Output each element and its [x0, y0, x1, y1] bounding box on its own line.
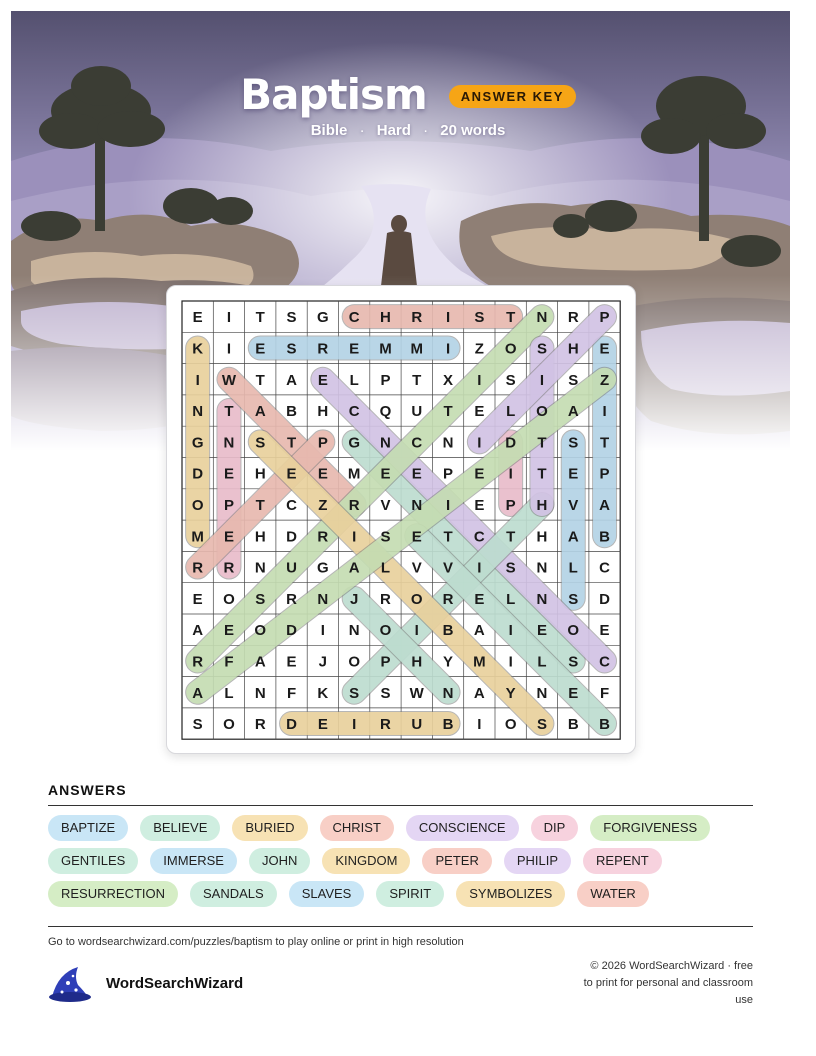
grid-letter: R — [348, 496, 360, 514]
grid-letter: E — [286, 653, 297, 671]
grid-letter: H — [254, 465, 266, 483]
grid-letter: E — [599, 340, 610, 358]
grid-letter: M — [379, 340, 392, 358]
grid-letter: A — [254, 653, 266, 671]
answers-divider — [48, 805, 753, 806]
grid-letter: R — [192, 653, 204, 671]
puzzle-grid-card — [166, 285, 636, 754]
grid-letter: H — [567, 340, 579, 358]
grid-letter: C — [473, 528, 485, 546]
answer-word: JOHN — [249, 848, 310, 874]
brand-name: WordSearchWizard — [106, 974, 244, 992]
grid-letter: P — [380, 653, 391, 671]
grid-letter: N — [254, 559, 266, 577]
grid-letter: H — [380, 309, 391, 327]
grid-letter: O — [410, 590, 423, 608]
grid-letter: D — [286, 716, 297, 734]
grid-letter: P — [599, 309, 610, 327]
answer-word: KINGDOM — [322, 848, 410, 874]
grid-letter: R — [380, 590, 391, 608]
answer-word: REPENT — [583, 848, 662, 874]
grid-letter: T — [443, 528, 453, 546]
grid-letter: N — [223, 434, 235, 452]
grid-letter: D — [286, 528, 297, 546]
meta-separator: · — [359, 122, 365, 139]
grid-letter: R — [567, 309, 579, 327]
grid-letter: M — [473, 653, 486, 671]
grid-letter: I — [477, 716, 482, 734]
answer-word: SLAVES — [289, 881, 365, 907]
grid-letter: E — [380, 465, 391, 483]
grid-letter: I — [477, 434, 482, 452]
grid-letter: I — [508, 622, 513, 640]
grid-letter: S — [192, 716, 203, 734]
grid-letter: E — [317, 716, 328, 734]
grid-letter: G — [317, 559, 329, 577]
grid-letter: T — [599, 434, 610, 452]
grid-letter: W — [409, 684, 424, 702]
grid-letter: I — [445, 309, 451, 327]
grid-letter: I — [539, 371, 545, 389]
grid-letter: E — [474, 496, 485, 514]
grid-letter: O — [223, 590, 235, 608]
grid-letter: N — [536, 309, 548, 327]
grid-letter: S — [349, 684, 360, 702]
answer-word: PETER — [422, 848, 491, 874]
answer-word: FORGIVENESS — [590, 815, 710, 841]
grid-letter: D — [286, 622, 297, 640]
grid-letter: P — [223, 496, 234, 514]
grid-letter: I — [445, 496, 451, 514]
grid-letter: S — [474, 309, 485, 327]
grid-letter: Z — [599, 371, 610, 389]
grid-letter: K — [192, 340, 204, 358]
grid-letter: A — [473, 684, 485, 702]
grid-letter: T — [412, 371, 422, 389]
grid-letter: O — [254, 622, 267, 640]
answers-list — [48, 815, 768, 914]
grid-letter: L — [224, 684, 234, 702]
grid-letter: U — [411, 716, 423, 734]
page-title: Baptism — [240, 70, 427, 119]
grid-letter: W — [221, 371, 237, 389]
grid-letter: N — [411, 496, 423, 514]
grid-letter: M — [347, 465, 361, 483]
grid-letter: R — [286, 590, 297, 608]
grid-letter: E — [411, 465, 422, 483]
answer-key-badge: ANSWER KEY — [449, 85, 576, 108]
grid-letter: B — [567, 716, 579, 734]
grid-letter: L — [506, 590, 516, 608]
answer-word: BELIEVE — [140, 815, 220, 841]
grid-letter: E — [223, 622, 234, 640]
answer-word: DIP — [531, 815, 579, 841]
grid-letter: M — [191, 528, 204, 546]
grid-letter: L — [506, 403, 516, 421]
grid-letter: Z — [474, 340, 484, 358]
answer-word: PHILIP — [504, 848, 571, 874]
answer-word: BURIED — [232, 815, 307, 841]
grid-letter: S — [286, 309, 297, 327]
grid-letter: S — [286, 340, 297, 358]
grid-letter: O — [536, 403, 548, 421]
grid-letter: T — [255, 496, 265, 514]
grid-letter: E — [568, 684, 579, 702]
grid-letter: N — [536, 684, 548, 702]
grid-letter: I — [445, 340, 451, 358]
grid-letter: S — [568, 371, 579, 389]
grid-letter: R — [442, 590, 454, 608]
grid-letter: F — [224, 653, 234, 671]
grid-letter: C — [411, 434, 423, 452]
grid-letter: I — [320, 622, 325, 640]
grid-letter: R — [223, 559, 235, 577]
grid-letter: L — [349, 371, 359, 389]
grid-letter: S — [380, 684, 391, 702]
grid-letter: N — [317, 590, 329, 608]
grid-letter: O — [504, 340, 517, 358]
grid-letter: R — [254, 716, 266, 734]
answer-word: IMMERSE — [150, 848, 237, 874]
grid-letter: T — [537, 465, 547, 483]
grid-letter: B — [599, 716, 610, 734]
grid-letter: S — [255, 590, 266, 608]
grid-letter: O — [504, 716, 517, 734]
grid-letter: D — [599, 590, 610, 608]
grid-letter: B — [286, 403, 297, 421]
grid-letter: P — [599, 465, 610, 483]
grid-letter: A — [192, 684, 204, 702]
grid-letter: A — [348, 559, 360, 577]
grid-letter: I — [226, 340, 232, 358]
grid-letter: S — [536, 340, 547, 358]
answer-word: SPIRIT — [376, 881, 444, 907]
category-label: Bible — [310, 122, 348, 139]
answer-word: SYMBOLIZES — [456, 881, 565, 907]
answer-word: BAPTIZE — [48, 815, 128, 841]
grid-letter: A — [192, 622, 204, 640]
grid-letter: V — [380, 496, 391, 514]
grid-letter: R — [380, 716, 391, 734]
grid-letter: R — [411, 309, 423, 327]
grid-letter: E — [474, 590, 485, 608]
grid-letter: N — [442, 434, 454, 452]
grid-letter: I — [195, 371, 200, 389]
grid-letter: E — [474, 465, 485, 483]
grid-letter: F — [286, 684, 297, 702]
grid-letter: L — [380, 559, 391, 577]
grid-letter: P — [317, 434, 328, 452]
grid-letter: P — [443, 465, 454, 483]
grid-letter: A — [286, 371, 297, 389]
puzzle-grid — [167, 286, 635, 753]
grid-letter: R — [192, 559, 204, 577]
grid-letter: A — [599, 496, 610, 514]
grid-letter: I — [602, 403, 607, 421]
grid-letter: A — [254, 403, 266, 421]
wizard-hat-icon — [48, 963, 92, 1003]
grid-letter: H — [536, 528, 548, 546]
grid-letter: G — [191, 434, 204, 452]
grid-letter: O — [379, 622, 392, 640]
grid-letter: E — [317, 465, 328, 483]
grid-letter: C — [599, 653, 610, 671]
grid-letter: A — [567, 403, 579, 421]
grid-letter: I — [477, 371, 482, 389]
grid-letter: T — [255, 371, 265, 389]
grid-letter: G — [317, 309, 329, 327]
grid-letter: B — [442, 716, 454, 734]
grid-letter: B — [442, 622, 454, 640]
grid-letter: D — [505, 434, 517, 452]
answers-heading: ANSWERS — [48, 782, 127, 798]
grid-letter: E — [192, 590, 203, 608]
grid-letter: H — [254, 528, 266, 546]
grid-letter: S — [380, 528, 391, 546]
brand[interactable] — [48, 962, 243, 1004]
grid-letter: C — [599, 559, 610, 577]
grid-letter: E — [317, 371, 328, 389]
answer-word: RESURRECTION — [48, 881, 178, 907]
grid-letter: H — [411, 653, 423, 671]
grid-letter: Q — [379, 403, 392, 421]
grid-letter: E — [223, 465, 234, 483]
grid-letter: O — [191, 496, 204, 514]
grid-letter: N — [442, 684, 454, 702]
grid-letter: E — [568, 465, 579, 483]
grid-letter: Z — [318, 496, 328, 514]
grid-letter: E — [223, 528, 234, 546]
grid-letter: E — [255, 340, 266, 358]
grid-letter: S — [568, 434, 579, 452]
grid-letter: L — [537, 653, 547, 671]
grid-letter: I — [352, 716, 357, 734]
grid-letter: T — [286, 434, 297, 452]
grid-letter: J — [318, 653, 328, 671]
grid-letter: N — [348, 622, 360, 640]
grid-letter: S — [255, 434, 266, 452]
grid-letter: I — [414, 622, 419, 640]
grid-letter: I — [352, 528, 357, 546]
grid-letter: D — [192, 465, 204, 483]
grid-letter: O — [567, 622, 580, 640]
grid-letter: Y — [505, 684, 516, 702]
grid-letter: I — [226, 309, 232, 327]
grid-letter: A — [473, 622, 485, 640]
footer-divider — [48, 926, 753, 927]
grid-letter: N — [192, 403, 204, 421]
grid-letter: S — [568, 653, 579, 671]
grid-letter: I — [477, 559, 482, 577]
answers-row — [48, 881, 768, 907]
copyright-text: © 2026 WordSearchWizard · free to print for personal and classroom use — [583, 960, 753, 1006]
grid-letter: I — [508, 465, 513, 483]
grid-letter: T — [255, 309, 265, 327]
grid-letter: T — [537, 434, 547, 452]
grid-letter: N — [380, 434, 391, 452]
answer-word: GENTILES — [48, 848, 138, 874]
grid-letter: P — [505, 496, 516, 514]
grid-letter: T — [443, 403, 453, 421]
grid-letter: G — [348, 434, 360, 452]
grid-letter: E — [349, 340, 360, 358]
answer-word: CHRIST — [320, 815, 394, 841]
grid-letter: U — [286, 559, 297, 577]
grid-letter: Y — [443, 653, 454, 671]
grid-letter: O — [348, 653, 360, 671]
grid-letter: E — [286, 465, 297, 483]
answer-word: SANDALS — [190, 881, 277, 907]
grid-letter: N — [536, 590, 548, 608]
grid-letter: E — [192, 309, 203, 327]
grid-letter: R — [317, 340, 329, 358]
grid-letter: S — [536, 716, 547, 734]
grid-letter: E — [536, 622, 547, 640]
answer-word: CONSCIENCE — [406, 815, 519, 841]
grid-letter: R — [317, 528, 329, 546]
grid-letter: N — [254, 684, 266, 702]
grid-letter: N — [536, 559, 548, 577]
grid-letter: A — [567, 528, 579, 546]
grid-letter: C — [286, 496, 297, 514]
grid-letter: J — [349, 590, 359, 608]
grid-letter: H — [317, 403, 329, 421]
grid-letter: E — [599, 622, 610, 640]
grid-letter: S — [505, 559, 516, 577]
answer-word: WATER — [577, 881, 649, 907]
grid-letter: V — [568, 496, 579, 514]
answers-row — [48, 815, 768, 841]
grid-letter: I — [508, 653, 513, 671]
grid-letter: E — [411, 528, 422, 546]
grid-letter: T — [224, 403, 234, 421]
grid-letter: P — [380, 371, 391, 389]
grid-letter: T — [506, 309, 516, 327]
grid-letter: F — [599, 684, 610, 702]
grid-letter: L — [568, 559, 578, 577]
grid-letter: M — [410, 340, 423, 358]
word-count-label: 20 words — [440, 122, 506, 139]
grid-letter: K — [317, 684, 329, 702]
grid-letter: U — [411, 403, 423, 421]
grid-letter: S — [505, 371, 516, 389]
grid-letter: B — [599, 528, 610, 546]
puzzle-meta — [0, 122, 816, 139]
grid-letter: H — [536, 496, 548, 514]
grid-letter: V — [411, 559, 422, 577]
difficulty-label: Hard — [376, 122, 411, 139]
grid-letter: S — [568, 590, 579, 608]
grid-letter: E — [474, 403, 485, 421]
grid-letter: C — [348, 403, 360, 421]
grid-letter: C — [348, 309, 360, 327]
grid-letter: V — [443, 559, 454, 577]
answers-row — [48, 848, 768, 874]
footer-link-text[interactable]: Go to wordsearchwizard.com/puzzles/baptism to play online or print in high resolution — [48, 936, 464, 948]
meta-separator: · — [423, 122, 429, 139]
grid-letter: O — [223, 716, 235, 734]
grid-letter: X — [443, 371, 454, 389]
grid-letter: T — [506, 528, 516, 546]
